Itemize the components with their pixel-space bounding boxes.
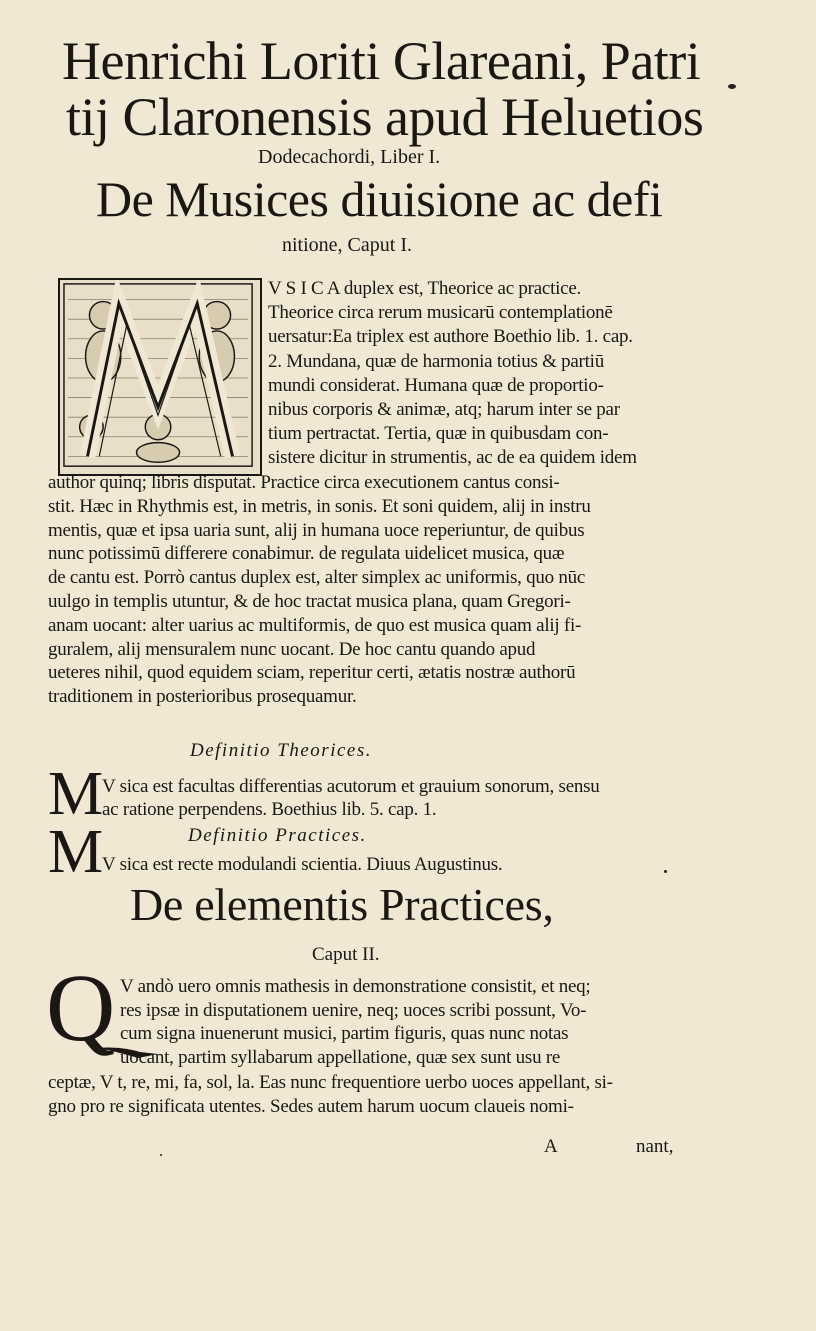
text-line: ceptæ, V t, re, mi, fa, sol, la. Eas nunc frequentiore uerbo uoces appellant, si- <box>48 1072 613 1093</box>
book-number: Dodecachordi, Liber I. <box>258 146 441 168</box>
text-line: de cantu est. Porrò cantus duplex est, alter simplex ac uniformis, quo nūc <box>48 567 586 589</box>
text-line: author quinq; libris disputat. Practice circa executionem cantus consi- <box>48 472 560 493</box>
text-line: uocant, partim syllabarum appellatione, quæ sex sunt usu re <box>120 1046 561 1068</box>
text-line: uulgo in templis utuntur, & de hoc tractat musica plana, quam Gregori- <box>48 591 571 612</box>
drop-initial-q: Q <box>46 954 116 1061</box>
catchword: nant, <box>636 1136 674 1157</box>
signature-mark: A <box>544 1136 558 1157</box>
text-line: mundi considerat. Humana quæ de proportio- <box>268 374 604 396</box>
text-line: traditionem in posterioribus prosequamur. <box>48 686 357 708</box>
running-title-line-2: tij Claronensis apud Heluetios <box>66 87 704 147</box>
text-line: res ipsæ in disputationem uenire, neq; uoces scribi possunt, Vo- <box>120 999 587 1021</box>
woodcut-image <box>60 280 260 474</box>
text-line: Theorice circa rerum musicarū contemplationē <box>268 302 613 324</box>
running-title-line-1: Henrichi Loriti Glareani, Patri <box>62 31 701 91</box>
page-stain <box>160 1154 162 1156</box>
text-line: sistere dicitur in strumentis, ac de ea quidem idem <box>268 447 637 469</box>
text-line: nibus corporis & animæ, atq; harum inter se par <box>268 399 620 420</box>
text-line: V S I C A duplex est, Theorice ac practice. <box>268 278 582 299</box>
text-line: tium pertractat. Tertia, quæ in quibusdam con- <box>268 423 609 445</box>
definition-initial-m: M <box>48 818 104 886</box>
page-stain <box>664 870 667 873</box>
text-line: ueteres nihil, quod equidem sciam, reperitur certi, ætatis nostræ authorū <box>48 662 576 684</box>
text-line: 2. Mundana, quæ de harmonia totius & partiū <box>268 350 604 372</box>
chapter-subtitle: nitione, Caput I. <box>282 234 412 256</box>
text-line: nunc potissimū differere conabimur. de regulata uidelicet musica, quæ <box>48 543 565 565</box>
text-line: mentis, quæ et ipsa uaria sunt, alij in humana uoce reperiuntur, de quibus <box>48 519 585 541</box>
woodcut-initial-m-illustration <box>58 278 262 476</box>
text-line: V andò uero omnis mathesis in demonstratione consistit, et neq; <box>120 976 591 997</box>
definition-line: ac ratione perpendens. Boethius lib. 5. cap. 1. <box>102 799 437 820</box>
text-line: uersatur:Ea triplex est authore Boethio lib. 1. cap. <box>268 326 633 348</box>
definition-line: V sica est recte modulandi scientia. Diuus Augustinus. <box>102 854 503 875</box>
definition-initial-m: M <box>48 760 104 828</box>
text-line: gno pro re significata utentes. Sedes autem harum uocum claueis nomi- <box>48 1095 574 1117</box>
page-stain <box>728 84 736 89</box>
definition-line: V sica est facultas differentias acutorum et grauium sonorum, sensu <box>102 776 600 797</box>
definition-heading-theorices: Definitio Theorices. <box>190 740 372 761</box>
text-line: stit. Hæc in Rhythmis est, in metris, in sonis. Et soni quidem, alij in instru <box>48 495 591 517</box>
text-line: guralem, alij mensuralem nunc uocant. De hoc cantu quando apud <box>48 638 536 660</box>
definition-heading-practices: Definitio Practices. <box>188 825 367 846</box>
text-line: anam uocant: alter uarius ac multiformis, de quo est musica quam alij fi- <box>48 614 582 636</box>
section-subtitle: Caput II. <box>312 944 380 965</box>
chapter-title: De Musices diuisione ac defi <box>96 171 663 227</box>
section-title: De elementis Practices, <box>130 879 554 930</box>
text-line: cum signa inuenerunt musici, partim figuris, quas nunc notas <box>120 1023 569 1044</box>
